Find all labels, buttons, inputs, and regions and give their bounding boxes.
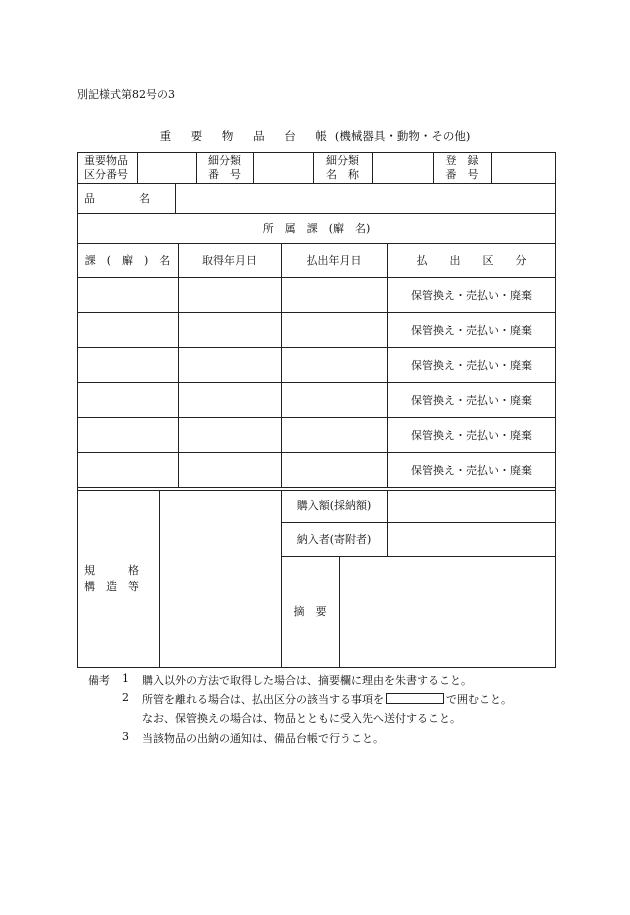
rule (339, 556, 340, 668)
rule (281, 243, 282, 487)
disposal-options: 保管換え・売払い・廃棄 (411, 394, 532, 407)
spec-label: 規 格 (84, 564, 139, 577)
item-category-number-label-2: 区分番号 (84, 168, 128, 181)
note-text: なお、保管換えの場合は、物品とともに受入先へ送付すること。 (142, 712, 461, 725)
purchase-amount-label: 購入額(採納額) (296, 499, 372, 512)
rule (253, 152, 254, 183)
note-text: 購入以外の方法で取得した場合は、摘要欄に理由を朱書すること。 (142, 674, 472, 687)
rule (77, 490, 556, 491)
rule (281, 556, 556, 557)
rule (77, 277, 556, 278)
disposal-options: 保管換え・売払い・廃棄 (411, 324, 532, 337)
subclass-name-label-2: 名 称 (326, 168, 359, 181)
title-sub: (機械器具・動物・その他) (334, 129, 471, 143)
rule (159, 490, 160, 668)
rule (281, 490, 282, 668)
rule (77, 213, 556, 214)
rule (281, 522, 556, 523)
column-acquired-date: 取得年月日 (202, 254, 257, 267)
rule (77, 347, 556, 348)
note-number: 3 (122, 730, 129, 743)
rule (77, 382, 556, 383)
structure-label: 構 造 等 (84, 580, 139, 593)
item-name-label: 品 名 (84, 192, 150, 205)
rule (372, 152, 373, 183)
note-text-after: で囲むこと。 (446, 693, 512, 706)
registration-number-label-1: 登 録 (445, 154, 479, 167)
note-text: 当該物品の出納の通知は、備品台帳で行うこと。 (142, 732, 384, 745)
rule (77, 183, 556, 184)
department-header: 所 属 課 (廨 名) (262, 222, 371, 235)
notes-label: 備考 (88, 674, 110, 687)
rule (137, 152, 138, 183)
disposal-options: 保管換え・売払い・廃棄 (411, 464, 532, 477)
subclass-number-label-1: 細分類 (208, 154, 241, 167)
rule (491, 152, 492, 183)
disposal-options: 保管換え・売払い・廃棄 (411, 289, 532, 302)
column-department: 課 ( 廨 ) 名 (84, 254, 171, 267)
rule (77, 243, 556, 244)
rule (77, 487, 556, 488)
supplier-label: 納入者(寄附者) (296, 533, 372, 546)
disposal-options: 保管換え・売払い・廃棄 (411, 359, 532, 372)
rule (178, 243, 179, 487)
rule (77, 312, 556, 313)
item-category-number-label-1: 重要物品 (84, 154, 128, 167)
rule (77, 417, 556, 418)
enclosure-box-icon (386, 693, 444, 704)
note-number: 1 (122, 672, 129, 685)
rule (77, 452, 556, 453)
note-text (142, 691, 512, 707)
summary-label: 摘 要 (293, 605, 327, 618)
form-number: 別記様式第82号の3 (77, 88, 175, 101)
disposal-options: 保管換え・売払い・廃棄 (411, 429, 532, 442)
subclass-number-label-2: 番 号 (208, 168, 241, 181)
registration-number-label-2: 番 号 (445, 168, 479, 181)
title-main: 重 要 物 品 台 帳 (159, 129, 335, 143)
column-disposal-category: 払 出 区 分 (416, 254, 527, 267)
note-text-before: 所管を離れる場合は、払出区分の該当する事項を (142, 693, 384, 706)
column-disposal-date: 払出年月日 (306, 254, 362, 267)
rule (175, 183, 176, 213)
rule (387, 490, 388, 556)
page-title (0, 128, 630, 144)
subclass-name-label-1: 細分類 (326, 154, 359, 167)
note-number: 2 (122, 691, 129, 704)
